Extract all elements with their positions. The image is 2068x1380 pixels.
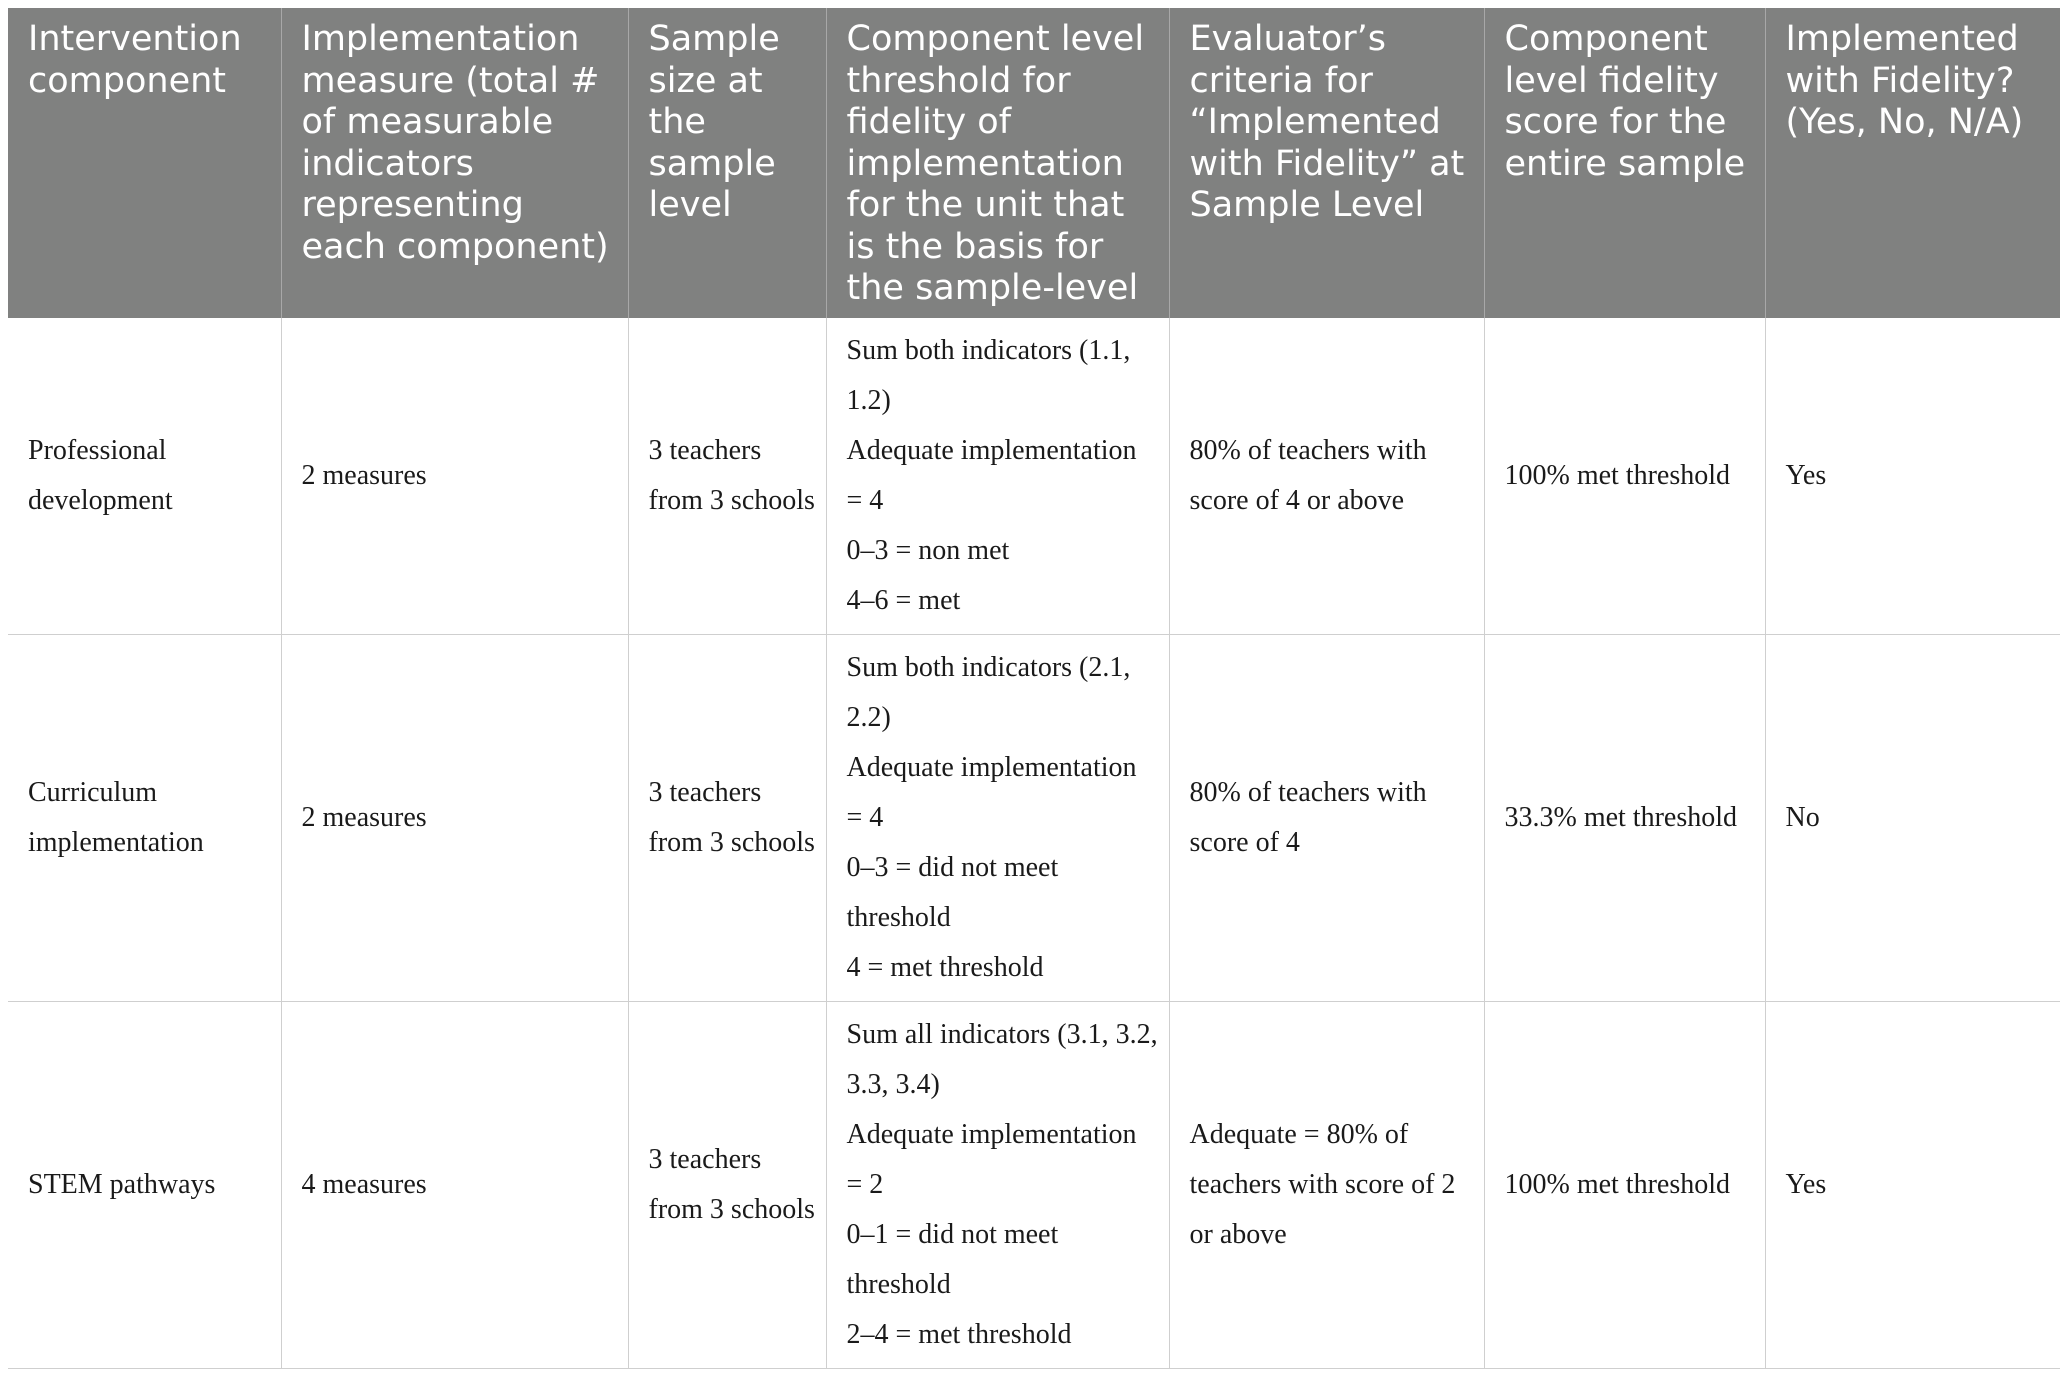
cell-fidelity: No <box>1765 634 2060 1001</box>
cell-fidelity: Yes <box>1765 318 2060 635</box>
header-evaluator-criteria: Evaluator’s criteria for “Implemented with Fidelity” at Sample Level <box>1169 8 1484 318</box>
threshold-line: Sum both indicators (2.1, 2.2) <box>846 651 1131 733</box>
cell-measure: 2 measures <box>281 318 628 635</box>
header-sample-size: Sample size at the sample level <box>628 8 826 318</box>
cell-measure: 2 measures <box>281 634 628 1001</box>
threshold-line: Sum both indicators (1.1, 1.2) <box>846 334 1131 416</box>
cell-threshold <box>826 1001 1169 1368</box>
cell-criteria: 80% of teachers with score of 4 <box>1169 634 1484 1001</box>
threshold-line: Adequate implementation = 2 <box>846 1118 1137 1200</box>
threshold-line: 0–3 = non met <box>846 534 1010 566</box>
table-row <box>8 318 2060 635</box>
cell-component: Professional development <box>8 318 281 635</box>
table-body <box>8 318 2060 1369</box>
cell-measure: 4 measures <box>281 1001 628 1368</box>
cell-sample-size: 3 teachers from 3 schools <box>628 634 826 1001</box>
threshold-line: 4 = met threshold <box>846 951 1044 983</box>
header-component-threshold: Component level threshold for fidelity of implementation for the unit that is the basis for the sample-level <box>826 8 1169 318</box>
cell-fidelity: Yes <box>1765 1001 2060 1368</box>
cell-sample-size: 3 teachers from 3 schools <box>628 1001 826 1368</box>
header-row <box>8 8 2060 318</box>
threshold-line: 0–3 = did not meet threshold <box>846 851 1059 933</box>
cell-criteria: 80% of teachers with score of 4 or above <box>1169 318 1484 635</box>
cell-component: Curriculum implementation <box>8 634 281 1001</box>
header-implemented-with-fidelity: Implemented with Fidelity? (Yes, No, N/A) <box>1765 8 2060 318</box>
threshold-line: Adequate implementation = 4 <box>846 751 1137 833</box>
header-implementation-measure: Implementation measure (total # of measurable indicators representing each component) <box>281 8 628 318</box>
threshold-line: 4–6 = met <box>846 584 961 616</box>
fidelity-of-implementation-table <box>8 8 2060 1369</box>
threshold-line: Adequate implementation = 4 <box>846 434 1137 516</box>
table-row <box>8 1001 2060 1368</box>
threshold-line: Sum all indicators (3.1, 3.2, 3.3, 3.4) <box>846 1018 1158 1100</box>
threshold-line: 0–1 = did not meet threshold <box>846 1218 1059 1300</box>
cell-component: STEM pathways <box>8 1001 281 1368</box>
cell-score: 100% met threshold <box>1484 1001 1765 1368</box>
cell-threshold <box>826 634 1169 1001</box>
header-intervention-component: Intervention component <box>8 8 281 318</box>
table-header <box>8 8 2060 318</box>
cell-sample-size: 3 teachers from 3 schools <box>628 318 826 635</box>
header-fidelity-score: Component level fidelity score for the entire sample <box>1484 8 1765 318</box>
fidelity-table-container <box>8 8 2060 1369</box>
table-row <box>8 634 2060 1001</box>
cell-criteria: Adequate = 80% of teachers with score of 2 or above <box>1169 1001 1484 1368</box>
threshold-line: 2–4 = met threshold <box>846 1318 1072 1350</box>
cell-threshold <box>826 318 1169 635</box>
cell-score: 100% met threshold <box>1484 318 1765 635</box>
cell-score: 33.3% met threshold <box>1484 634 1765 1001</box>
